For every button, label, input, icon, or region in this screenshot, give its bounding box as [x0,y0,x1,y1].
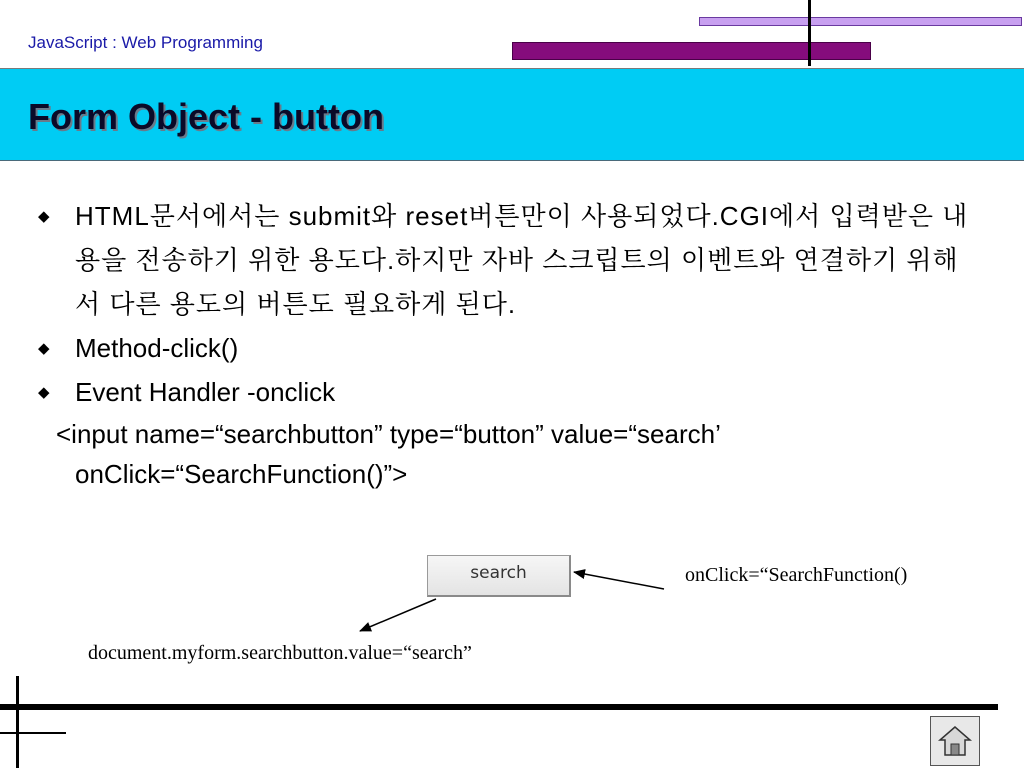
diamond-bullet-icon: ◆ [38,383,50,401]
page-title: Form Object - button [28,96,384,137]
bullet-text: Event Handler -onclick [75,377,336,407]
slide-content [38,194,978,494]
decorative-bar-dark [512,42,871,60]
arrow-to-button [574,572,664,589]
bottom-vertical-line [16,676,19,768]
home-button[interactable] [930,716,980,766]
bottom-thin-line [0,732,66,734]
bottom-horizontal-line [0,704,998,710]
decorative-bar-light [699,17,1022,26]
subtitle: JavaScript : Web Programming [28,33,263,52]
code-example [38,414,978,494]
onclick-annotation: onClick=“SearchFunction() [685,564,908,586]
bullet-item [38,370,978,414]
value-annotation: document.myform.searchbutton.value=“search” [88,642,472,664]
code-line-1: <input name=“searchbutton” type=“button” value=“search’ [56,419,721,449]
diamond-bullet-icon: ◆ [38,207,50,225]
home-icon [937,723,973,759]
code-line-2: onClick=“SearchFunction()”> [75,459,408,489]
search-demo-button[interactable]: search [427,555,571,597]
bullet-text: HTML문서에서는 submit와 reset버튼만이 사용되었다.CGI에서 입력받은 내용을 전송하기 위한 용도다.하지만 자바 스크립트의 이벤트와 연결하기 위해서 다른 용도의 버튼도 필요하게 된다. [75,201,969,319]
diamond-bullet-icon: ◆ [38,339,50,357]
bullet-text: Method-click() [75,333,239,363]
title-bar [0,68,1024,161]
bullet-item [38,194,978,326]
arrow-from-button [360,599,436,631]
decorative-vertical-line [808,0,811,66]
bullet-item [38,326,978,370]
